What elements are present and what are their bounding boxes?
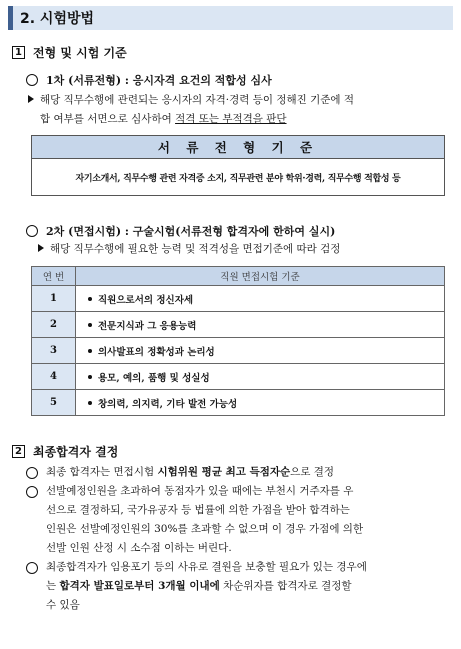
col-header-no: 연 번 [32, 267, 76, 286]
stage2-line [26, 223, 335, 239]
dot-bullet-icon [88, 375, 92, 379]
list-item [26, 463, 450, 482]
circle-bullet-icon [26, 467, 38, 479]
col-header-criteria: 직원 면접시험 기준 [76, 267, 445, 286]
table-row [32, 312, 445, 338]
stage1-desc-line1: 해당 직무수행에 관련되는 응시자의 자격·경력 등이 정해진 기준에 적 [40, 94, 355, 106]
row-number: 1 [32, 286, 76, 312]
item3-line2-bold: 합격자 발표일로부터 3개월 이내에 [59, 580, 220, 592]
section1-number-box: 1 [12, 46, 25, 59]
stage1-line [26, 72, 272, 88]
list-item [26, 482, 450, 558]
triangle-bullet-icon [28, 95, 34, 103]
row-criteria [76, 338, 445, 364]
row-criteria [76, 286, 445, 312]
document-criteria-body: 자기소개서, 직무수행 관련 자격증 소지, 직무관련 분야 학위·경력, 직무수행 적합성 등 [75, 173, 401, 184]
item1-bold-text: 시험위원 평균 최고 득점자순 [157, 466, 291, 478]
row-criteria-text: 용모, 예의, 품행 및 성실성 [98, 372, 210, 384]
item2-line2: 선으로 결정하되, 국가유공자 등 법률에 의한 가점을 받아 합격하는 [46, 504, 350, 516]
stage2-desc-text: 해당 직무수행에 필요한 능력 및 적격성을 면접기준에 따라 검정 [50, 243, 341, 255]
item2-line1: 선발예정인원을 초과하여 동점자가 있을 때에는 부천시 거주자를 우 [46, 485, 354, 497]
page-title: 2. 시험방법 [20, 11, 95, 27]
dot-bullet-icon [88, 401, 92, 405]
row-number: 4 [32, 364, 76, 390]
table-row [32, 286, 445, 312]
row-criteria-text: 직원으로서의 정신자세 [98, 294, 194, 306]
item1-text: 최종 합격자는 면접시험 [46, 466, 158, 478]
row-criteria [76, 390, 445, 416]
stage1-label: 1차 (서류전형) : 응시자격 요건의 적합성 심사 [46, 74, 272, 87]
document-criteria-header: 서 류 전 형 기 준 [32, 136, 444, 159]
interview-criteria-table [31, 266, 445, 416]
row-criteria-text: 창의력, 의지력, 기타 발전 가능성 [98, 398, 238, 410]
table-row [32, 338, 445, 364]
table-row [32, 390, 445, 416]
document-criteria-box [31, 135, 445, 196]
item1-text-end: 으로 결정 [290, 466, 335, 478]
stage1-description [28, 91, 453, 129]
row-criteria-text: 의사발표의 정확성과 논리성 [98, 346, 215, 358]
dot-bullet-icon [88, 297, 92, 301]
dot-bullet-icon [88, 349, 92, 353]
row-number: 2 [32, 312, 76, 338]
row-number: 5 [32, 390, 76, 416]
row-number: 3 [32, 338, 76, 364]
section2-heading [12, 443, 118, 460]
section1-heading [12, 44, 127, 61]
item2-line4: 선발 인원 산정 시 소수점 이하는 버린다. [46, 542, 232, 554]
item3-line1: 최종합격자가 임용포기 등의 사유로 결원을 보충할 필요가 있는 경우에 [46, 561, 367, 573]
row-criteria-text: 전문지식과 그 응용능력 [98, 320, 197, 332]
section2-number-box: 2 [12, 445, 25, 458]
dot-bullet-icon [88, 323, 92, 327]
item3-line2-post: 차순위자를 합격자로 결정할 [219, 580, 352, 592]
table-header-row [32, 267, 445, 286]
item3-line3: 수 있음 [46, 599, 80, 611]
triangle-bullet-icon [38, 244, 44, 252]
section-title-bar [8, 6, 453, 30]
row-criteria [76, 312, 445, 338]
list-item [26, 558, 450, 615]
table-row [32, 364, 445, 390]
circle-bullet-icon [26, 486, 38, 498]
item2-line3: 인원은 선발예정인원의 30%를 초과할 수 없으며 이 경우 가점에 의한 [46, 523, 364, 535]
circle-bullet-icon [26, 562, 38, 574]
item3-line2-pre: 는 [46, 580, 60, 592]
stage1-desc-underlined: 적격 또는 부적격을 판단 [175, 113, 287, 125]
section2-heading-text: 최종합격자 결정 [33, 445, 119, 459]
stage2-description [38, 240, 453, 259]
final-pass-list [26, 463, 450, 615]
circle-bullet-icon [26, 225, 38, 237]
stage1-desc-line2: 합 여부를 서면으로 심사하여 [40, 113, 176, 125]
stage2-label: 2차 (면접시험) : 구술시험(서류전형 합격자에 한하여 실시) [46, 225, 336, 238]
circle-bullet-icon [26, 74, 38, 86]
row-criteria [76, 364, 445, 390]
section1-heading-text: 전형 및 시험 기준 [33, 46, 127, 60]
